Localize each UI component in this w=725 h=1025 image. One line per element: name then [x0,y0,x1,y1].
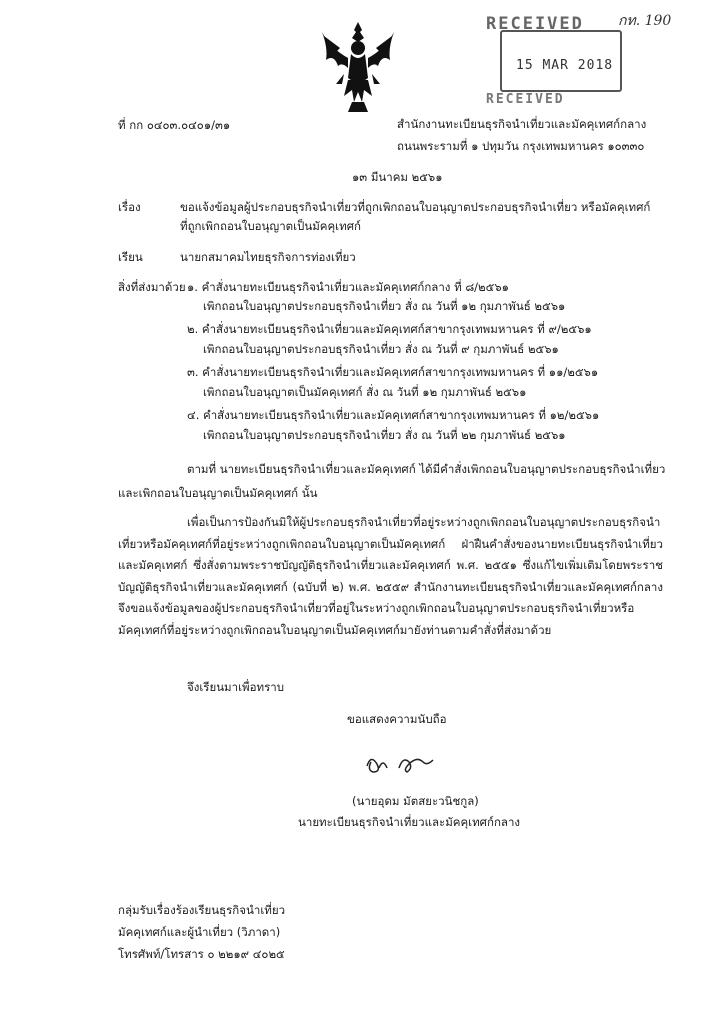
salutation-value: นายกสมาคมไทยธุรกิจการท่องเที่ยว [180,250,356,264]
handwritten-signature [363,750,443,780]
enclosure-item: ๒. คำสั่งนายทะเบียนธุรกิจนำเที่ยวและมัคคุเทศก์สาขากรุงเทพมหานคร ที่ ๙/๒๕๖๑ [187,322,592,336]
stamp-word-lower: RECEIVED [486,92,565,107]
enclosure-item-detail: เพิกถอนใบอนุญาตประกอบธุรกิจนำเที่ยว สั่ง ณ วันที่ ๑๒ กุมภาพันธ์ ๒๕๖๑ [203,299,566,313]
enclosure-item: ๓. คำสั่งนายทะเบียนธุรกิจนำเที่ยวและมัคคุเทศก์สาขากรุงเทพมหานคร ที่ ๑๑/๒๕๖๑ [187,365,599,379]
enclosure-item-detail: เพิกถอนใบอนุญาตประกอบธุรกิจนำเที่ยว สั่ง ณ วันที่ ๙ กุมภาพันธ์ ๒๕๖๑ [203,342,559,356]
contact-unit: มัคคุเทศก์และผู้นำเที่ยว (วิภาดา) [118,925,281,939]
enclosure-item-detail: เพิกถอนใบอนุญาตเป็นมัคคุเทศก์ สั่ง ณ วันที่ ๑๒ กุมภาพันธ์ ๒๕๖๑ [203,385,527,399]
garuda-emblem-icon [318,18,398,118]
body-paragraph-1-line-1: ตามที่ นายทะเบียนธุรกิจนำเที่ยวและมัคคุเทศก์ ได้มีคำสั่งเพิกถอนใบอนุญาตประกอบธุรกิจนำเที่ยว [187,462,666,476]
body-paragraph-1-line-2: และเพิกถอนใบอนุญาตเป็นมัคคุเทศก์ นั้น [118,486,318,500]
closing-request: จึงเรียนมาเพื่อทราบ [187,680,285,694]
handwritten-number: กท. 190 [618,13,672,29]
contact-department: กลุ่มรับเรื่องร้องเรียนธุรกิจนำเที่ยว [118,903,286,917]
contact-phone: โทรศัพท์/โทรสาร ๐ ๒๒๑๙ ๔๐๒๕ [118,947,285,961]
subject-line-1: ขอแจ้งข้อมูลผู้ประกอบธุรกิจนำเที่ยวที่ถูกเพิกถอนใบอนุญาตประกอบธุรกิจนำเที่ยว หรือมัคคุเทศก์ [180,200,651,214]
document-date: ๑๓ มีนาคม ๒๕๖๑ [352,170,443,184]
signatory-name: (นายอุดม มัตสยะวนิชกูล) [352,794,479,808]
stamp-date: 15 MAR 2018 [516,58,614,73]
subject-line-2: ที่ถูกเพิกถอนใบอนุญาตเป็นมัคคุเทศก์ [180,219,361,233]
body-paragraph-2: เพื่อเป็นการป้องกันมิให้ผู้ประกอบธุรกิจนำเที่ยวที่อยู่ระหว่างถูกเพิกถอนใบอนุญาตประกอบธุรกิจนำเที่ยวหรือมัคคุเทศก์ที่อยู่ระหว่างถูกเพิกถอนใบอนุญาตเป็นมัคคุเทศก์ ฝ่าฝืนคำสั่งของนายทะเบียนธุรกิจนำเที่ยวและมัคคุเทศก์ ซึ่งสั่งตามพระราชบัญญัติธุรกิจนำเที่ยวและมัคคุเทศก์ พ.ศ. ๒๕๕๑ ซึ่งแก้ไขเพิ่มเติมโดยพระราชบัญญัติธุรกิจนำเที่ยวและมัคคุเทศก์ (ฉบับที่ ๒) พ.ศ. ๒๕๕๙ สำนักงานทะเบียนธุรกิจนำเที่ยวและมัคคุเทศก์กลาง จึงขอแจ้งข้อมูลของผู้ประกอบธุรกิจนำเที่ยวที่อยู่ในระหว่างถูกเพิกถอนใบอนุญาตประกอบธุรกิจนำเที่ยวหรือมัคคุเทศก์ที่อยู่ระหว่างถูกเพิกถอนใบอนุญาตเป็นมัคคุเทศก์มายังท่านตามคำสั่งที่ส่งมาด้วย [118,515,663,637]
enclosure-item-detail: เพิกถอนใบอนุญาตประกอบธุรกิจนำเที่ยว สั่ง ณ วันที่ ๒๒ กุมภาพันธ์ ๒๕๖๑ [203,428,566,442]
received-stamp [486,12,636,107]
subject-label: เรื่อง [118,200,141,214]
enclosure-item: ๔. คำสั่งนายทะเบียนธุรกิจนำเที่ยวและมัคคุเทศก์สาขากรุงเทพมหานคร ที่ ๑๒/๒๕๖๑ [187,408,600,422]
enclosures-label: สิ่งที่ส่งมาด้วย [118,280,186,294]
stamp-word: RECEIVED [486,14,584,34]
signatory-title: นายทะเบียนธุรกิจนำเที่ยวและมัคคุเทศก์กลาง [298,815,521,829]
salutation-label: เรียน [118,250,143,264]
closing-phrase: ขอแสดงความนับถือ [347,712,447,726]
enclosure-item: ๑. คำสั่งนายทะเบียนธุรกิจนำเที่ยวและมัคคุเทศก์กลาง ที่ ๘/๒๕๖๑ [187,280,509,294]
office-address: ถนนพระรามที่ ๑ ปทุมวัน กรุงเทพมหานคร ๑๐๓๓๐ [397,139,645,153]
office-name: สำนักงานทะเบียนธุรกิจนำเที่ยวและมัคคุเทศก์กลาง [397,117,647,131]
document-reference: ที่ กก ๐๔๐๓.๐๔๐๑/๓๑ [118,118,231,132]
